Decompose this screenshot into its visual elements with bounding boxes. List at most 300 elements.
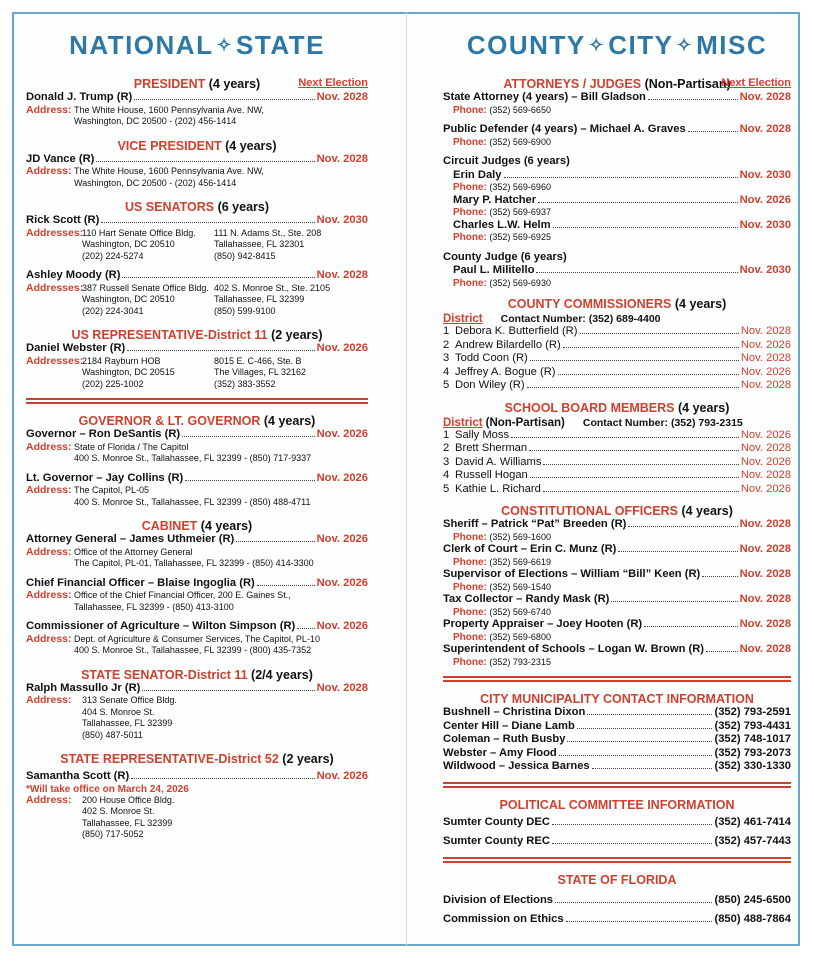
contact-name: Center Hill – Diane Lamb xyxy=(443,719,575,732)
address-label: Address: xyxy=(26,440,72,453)
officer-date: Nov. 2028 xyxy=(739,618,791,630)
phone-value: (352) 569-6650 xyxy=(489,104,551,115)
county-judge-title xyxy=(443,251,791,265)
attorney-general-name: Attorney General – James Uthmeier (R) xyxy=(26,533,235,545)
public-defender-row xyxy=(443,123,791,137)
us-rep-header xyxy=(26,326,368,342)
officer-date: Nov. 2028 xyxy=(739,543,791,555)
officer-row xyxy=(443,543,791,557)
phone-label: Phone: xyxy=(453,136,487,148)
contact-value: (352) 793-2073 xyxy=(714,746,791,759)
address-label: Address: xyxy=(26,103,72,116)
president-header xyxy=(26,75,368,91)
agriculture-name: Commissioner of Agriculture – Wilton Simpson (R) xyxy=(26,620,296,632)
address-line: (202) 224-3041 xyxy=(82,305,144,316)
address-line: (352) 383-3552 xyxy=(214,378,276,389)
address-line: 313 Senate Office Bldg. xyxy=(82,695,177,705)
us-rep-date: Nov. 2026 xyxy=(316,342,368,354)
officer-row xyxy=(443,643,791,657)
us-rep-term: (2 years) xyxy=(271,328,323,342)
attorney-general-address xyxy=(26,547,368,570)
item-number: 3 xyxy=(443,455,450,468)
contact-name: Division of Elections xyxy=(443,893,554,906)
city-title: CITY MUNICIPALITY CONTACT INFORMATION xyxy=(480,692,754,706)
address-line: Tallahassee, FL 32399 - (850) 413-3100 xyxy=(74,601,234,612)
state-attorney-phone xyxy=(443,105,791,117)
cfo-address xyxy=(26,590,368,613)
judge-name: Mary P. Hatcher xyxy=(453,193,537,206)
phone-value: (352) 569-1540 xyxy=(489,581,551,592)
judge-date: Nov. 2030 xyxy=(739,264,791,276)
contact-value: (352) 793-4431 xyxy=(714,719,791,732)
us-rep-row xyxy=(26,342,368,356)
leader-dots xyxy=(543,491,739,492)
state-attorney-name: State Attorney (4 years) – Bill Gladson xyxy=(443,91,646,103)
state-senator-date: Nov. 2028 xyxy=(316,681,368,694)
leader-dots xyxy=(592,768,713,769)
phone-value: (352) 569-6930 xyxy=(489,277,551,288)
address-line: The Villages, FL 32162 xyxy=(214,367,307,377)
judge-row xyxy=(443,194,791,208)
constitutional-title: CONSTITUTIONAL OFFICERS xyxy=(501,504,678,518)
political-header xyxy=(443,796,791,812)
officer-date: Nov. 2028 xyxy=(739,643,791,655)
address-line: The White House, 1600 Pennsylvania Ave. NW, xyxy=(74,166,264,176)
item-number: 1 xyxy=(443,428,450,441)
county-city-misc-column xyxy=(443,22,791,933)
phone-label: Phone: xyxy=(453,631,487,643)
judge-phone xyxy=(443,207,791,219)
list-item xyxy=(443,339,791,353)
state-rep-term: (2 years) xyxy=(282,752,334,766)
state-rep-date: Nov. 2026 xyxy=(316,770,368,782)
cabinet-title: CABINET xyxy=(141,519,198,533)
phone-label: Phone: xyxy=(453,182,487,193)
leader-dots xyxy=(552,843,713,844)
contact-name: Bushnell – Christina Dixon xyxy=(443,706,586,718)
list-item xyxy=(443,352,791,366)
section-divider xyxy=(443,782,791,788)
judge-phone xyxy=(443,182,791,194)
commissioners-subheader xyxy=(443,313,791,325)
phone-value: (352) 569-6740 xyxy=(489,606,551,617)
phone-label: Phone: xyxy=(453,581,487,593)
contact-name: Webster – Amy Flood xyxy=(443,746,557,759)
governor-term: (4 years) xyxy=(263,414,316,428)
address-line: (202) 225-1002 xyxy=(82,378,144,389)
agriculture-address xyxy=(26,634,368,657)
florida-title: STATE OF FLORIDA xyxy=(557,872,677,887)
address-line: Tallahassee, FL 32301 xyxy=(214,239,305,249)
us-rep-title: US REPRESENTATIVE-District 11 xyxy=(71,328,268,342)
item-number: 1 xyxy=(443,325,450,337)
phone-value: (352) 569-6960 xyxy=(489,182,551,192)
cfo-name: Chief Financial Officer – Blaise Ingoglia (R) xyxy=(26,576,255,589)
contact-row xyxy=(443,913,791,927)
school-board-header xyxy=(443,399,791,415)
list-item xyxy=(443,456,791,470)
agriculture-date: Nov. 2026 xyxy=(316,620,368,632)
item-name: Andrew Bilardello (R) xyxy=(455,338,561,351)
address-label: Address: xyxy=(26,632,72,645)
officer-row xyxy=(443,593,791,607)
address-line: The Capitol, PL-05 xyxy=(74,485,150,495)
state-rep-note: *Will take office on March 24, 2026 xyxy=(26,783,189,795)
officer-phone xyxy=(443,532,791,544)
contact-value: (352) 461-7414 xyxy=(714,815,791,828)
address-line: Tallahassee, FL 32399 xyxy=(214,294,305,304)
judge-date: Nov. 2030 xyxy=(739,218,791,231)
item-date: Nov. 2026 xyxy=(740,365,791,378)
address-label: Address: xyxy=(26,545,72,558)
circuit-judges-title xyxy=(443,155,791,169)
leader-dots xyxy=(577,728,713,729)
state-rep-address xyxy=(26,795,368,841)
leader-dots xyxy=(628,526,737,527)
section-divider xyxy=(26,398,368,404)
governor-title: GOVERNOR & LT. GOVERNOR xyxy=(78,414,261,428)
officer-date: Nov. 2028 xyxy=(739,568,791,580)
address-line: The Capitol, PL-01, Tallahassee, FL 32399 - (850) 414-3300 xyxy=(74,558,314,568)
commissioners-title: COUNTY COMMISSIONERS xyxy=(507,297,672,311)
address-line: 387 Russell Senate Office Bldg. xyxy=(82,282,209,293)
senators-title: US SENATORS xyxy=(124,200,215,214)
address-line: 110 Hart Senate Office Bldg. xyxy=(82,227,196,238)
senator2-address xyxy=(26,283,368,318)
contact-name: Sumter County DEC xyxy=(443,815,550,828)
president-term: (4 years) xyxy=(208,77,261,91)
column-divider xyxy=(406,12,407,946)
item-name: Sally Moss xyxy=(455,428,510,441)
item-name: Todd Coon (R) xyxy=(455,352,528,364)
vp-name: JD Vance (R) xyxy=(26,152,95,165)
address-label: Addresses: xyxy=(26,281,84,294)
leader-dots xyxy=(567,741,712,742)
governor-name: Governor – Ron DeSantis (R) xyxy=(26,428,181,440)
section-divider xyxy=(443,857,791,863)
item-name: Don Wiley (R) xyxy=(455,379,525,391)
officer-name: Property Appraiser – Joey Hooten (R) xyxy=(443,618,643,630)
cfo-date: Nov. 2026 xyxy=(316,576,368,589)
state-senator-title: STATE SENATOR-District 11 xyxy=(81,667,248,682)
star-icon: ✧ xyxy=(588,35,606,55)
state-rep-name: Samantha Scott (R) xyxy=(26,770,130,782)
item-number: 2 xyxy=(443,442,450,454)
city-list xyxy=(443,706,791,774)
leader-dots xyxy=(527,387,739,388)
item-date: Nov. 2026 xyxy=(740,338,791,351)
phone-value: (352) 569-1600 xyxy=(489,531,551,542)
list-item xyxy=(443,429,791,443)
judge-name: Paul L. Militello xyxy=(453,264,535,276)
cfo-row xyxy=(26,577,368,591)
address-label: Address: xyxy=(26,165,72,177)
address-label: Addresses: xyxy=(26,354,84,367)
senators-header xyxy=(26,198,368,214)
leader-dots xyxy=(555,902,712,903)
list-item xyxy=(443,442,791,456)
political-title: POLITICAL COMMITTEE INFORMATION xyxy=(499,797,735,812)
address-line: State of Florida / The Capitol xyxy=(74,441,189,452)
senator2-row xyxy=(26,269,368,283)
leader-dots xyxy=(566,921,713,922)
school-board-title: SCHOOL BOARD MEMBERS xyxy=(504,400,675,415)
item-name: David A. Williams xyxy=(455,455,542,468)
banner-county: COUNTY xyxy=(466,30,586,60)
contact-row xyxy=(443,720,791,734)
address-line: 200 House Office Bldg. xyxy=(82,794,175,805)
state-rep-header xyxy=(26,750,368,766)
judge-phone xyxy=(443,232,791,244)
banner-national: NATIONAL xyxy=(69,30,214,60)
leader-dots xyxy=(558,374,739,375)
district-label: District xyxy=(443,313,483,325)
item-name: Debora K. Butterfield (R) xyxy=(455,325,578,337)
phone-value: (352) 569-6800 xyxy=(489,631,551,642)
contact-value: (850) 245-6500 xyxy=(714,893,791,906)
address-line: Tallahassee, FL 32399 xyxy=(82,718,173,728)
governor-date: Nov. 2026 xyxy=(316,428,368,440)
banner-misc: MISC xyxy=(696,30,768,60)
item-number: 5 xyxy=(443,482,450,495)
vp-header xyxy=(26,137,368,153)
address-line: Office of the Chief Financial Officer, 200 E. Gaines St., xyxy=(74,590,291,600)
senator2-date: Nov. 2028 xyxy=(316,269,368,281)
address-line: 2184 Rayburn HOB xyxy=(82,355,161,366)
leader-dots xyxy=(530,477,739,478)
lt-governor-date: Nov. 2026 xyxy=(316,471,368,484)
leader-dots xyxy=(706,651,738,652)
state-senator-address xyxy=(26,695,368,741)
item-number: 3 xyxy=(443,352,450,364)
lt-governor-address xyxy=(26,485,368,508)
contact-value: (352) 793-2591 xyxy=(714,706,791,718)
vp-date: Nov. 2028 xyxy=(316,152,368,165)
item-date: Nov. 2028 xyxy=(740,352,791,364)
address-line: (850) 487-5011 xyxy=(82,729,143,740)
leader-dots xyxy=(511,437,739,438)
phone-label: Phone: xyxy=(453,232,487,243)
item-date: Nov. 2026 xyxy=(740,428,791,441)
address-line: 400 S. Monroe St., Tallahassee, FL 32399 - (850) 488-4711 xyxy=(74,496,311,507)
officer-phone xyxy=(443,657,791,669)
leader-dots xyxy=(702,576,737,577)
item-name: Brett Sherman xyxy=(455,442,528,454)
us-rep-address xyxy=(26,356,368,391)
leader-dots xyxy=(587,714,712,715)
senator1-name: Rick Scott (R) xyxy=(26,214,100,226)
contact-number: Contact Number: (352) 689-4400 xyxy=(500,313,661,325)
phone-label: Phone: xyxy=(453,606,487,618)
officer-name: Sheriff – Patrick “Pat” Breeden (R) xyxy=(443,518,627,530)
vp-row xyxy=(26,153,368,167)
judge-row xyxy=(443,264,791,278)
address-line: 8015 E. C-466, Ste. B xyxy=(214,355,302,366)
officer-phone xyxy=(443,607,791,619)
item-number: 4 xyxy=(443,469,450,481)
officer-name: Clerk of Court – Erin C. Munz (R) xyxy=(443,543,617,555)
phone-value: (352) 569-6925 xyxy=(489,232,551,242)
commissioners-header xyxy=(443,295,791,311)
contact-value: (352) 330-1330 xyxy=(714,760,791,772)
lt-governor-name: Lt. Governor – Jay Collins (R) xyxy=(26,471,184,484)
state-senator-name: Ralph Massullo Jr (R) xyxy=(26,681,141,694)
address-label: Address: xyxy=(26,484,72,496)
national-state-banner xyxy=(26,30,368,61)
section-divider xyxy=(443,676,791,682)
list-item xyxy=(443,469,791,483)
star-icon: ✧ xyxy=(676,35,694,55)
state-rep-title: STATE REPRESENTATIVE-District 52 xyxy=(60,752,279,766)
governor-row xyxy=(26,428,368,442)
address-line: 400 S. Monroe St., Tallahassee, FL 32399 - (850) 717-9337 xyxy=(74,453,312,463)
phone-label: Phone: xyxy=(453,104,487,116)
officer-row xyxy=(443,618,791,632)
list-item xyxy=(443,325,791,339)
state-rep-row xyxy=(26,770,368,784)
item-date: Nov. 2028 xyxy=(740,379,791,391)
florida-header xyxy=(443,871,791,887)
address-line: (202) 224-5274 xyxy=(82,250,144,261)
contact-value: (352) 748-1017 xyxy=(714,733,791,745)
phone-label: Phone: xyxy=(453,277,487,289)
national-state-column xyxy=(26,22,368,841)
leader-dots xyxy=(552,824,713,825)
state-attorney-row xyxy=(443,91,791,105)
address-label: Addresses: xyxy=(26,226,84,239)
item-date: Nov. 2026 xyxy=(740,482,791,495)
item-name: Jeffrey A. Bogue (R) xyxy=(455,365,556,378)
leader-dots xyxy=(644,626,737,627)
contact-row xyxy=(443,816,791,830)
officer-phone xyxy=(443,557,791,569)
vp-address xyxy=(26,166,368,189)
school-board-list xyxy=(443,429,791,497)
address-line: Office of the Attorney General xyxy=(74,546,193,557)
agriculture-row xyxy=(26,620,368,634)
president-date: Nov. 2028 xyxy=(316,91,368,103)
contact-name: Commission on Ethics xyxy=(443,913,564,925)
judge-date: Nov. 2030 xyxy=(739,168,791,181)
non-partisan-label: (Non-Partisan) xyxy=(485,416,565,429)
city-header xyxy=(443,690,791,706)
judge-phone xyxy=(443,278,791,290)
address-line: Dept. of Agriculture & Consumer Services, The Capitol, PL-10 xyxy=(74,633,320,644)
contact-name: Coleman – Ruth Busby xyxy=(443,733,566,745)
leader-dots xyxy=(563,347,739,348)
item-date: Nov. 2026 xyxy=(740,455,791,468)
item-date: Nov. 2028 xyxy=(740,325,791,337)
address-line: 404 S. Monroe St. xyxy=(82,706,155,717)
lt-governor-row xyxy=(26,472,368,486)
address-line: Washington, DC 20500 - (202) 456-1414 xyxy=(74,177,237,188)
senator2-name: Ashley Moody (R) xyxy=(26,269,121,281)
president-row xyxy=(26,91,368,105)
judge-name: Erin Daly xyxy=(453,168,502,181)
contact-value: (850) 488-7864 xyxy=(714,913,791,925)
address-line: Washington, DC 20510 xyxy=(82,294,175,304)
senator1-address xyxy=(26,228,368,263)
address-line: The White House, 1600 Pennsylvania Ave. NW, xyxy=(74,104,264,115)
county-judge-label: County Judge (6 years) xyxy=(443,250,567,263)
address-line: Tallahassee, FL 32399 xyxy=(82,817,173,828)
contact-row xyxy=(443,733,791,747)
president-address xyxy=(26,105,368,128)
constitutional-term: (4 years) xyxy=(681,504,733,518)
leader-dots xyxy=(530,360,739,361)
county-city-misc-banner xyxy=(443,30,791,61)
attorney-general-date: Nov. 2026 xyxy=(316,533,368,545)
officer-date: Nov. 2028 xyxy=(739,518,791,530)
judge-row xyxy=(443,169,791,183)
judges-term: (Non-Partisan) xyxy=(644,77,731,91)
officer-name: Tax Collector – Randy Mask (R) xyxy=(443,593,610,605)
judge-date: Nov. 2026 xyxy=(739,193,791,206)
contact-number: Contact Number: (352) 793-2315 xyxy=(582,416,743,429)
address-line: (850) 599-9100 xyxy=(214,305,276,316)
banner-state: STATE xyxy=(236,30,325,60)
leader-dots xyxy=(611,601,737,602)
attorney-general-row xyxy=(26,533,368,547)
contact-row xyxy=(443,706,791,720)
next-election-label: Next Election xyxy=(721,77,791,89)
leader-dots xyxy=(580,333,739,334)
constitutional-header xyxy=(443,502,791,518)
banner-city: CITY xyxy=(608,30,674,60)
phone-value: (352) 569-6937 xyxy=(489,207,551,217)
president-name: Donald J. Trump (R) xyxy=(26,91,133,103)
phone-value: (352) 793-2315 xyxy=(489,656,551,667)
address-label: Address: xyxy=(26,793,72,806)
contact-name: Wildwood – Jessica Barnes xyxy=(443,760,590,772)
item-name: Russell Hogan xyxy=(455,469,528,481)
item-number: 4 xyxy=(443,365,450,378)
star-icon: ✧ xyxy=(216,35,234,55)
governor-address xyxy=(26,442,368,465)
list-item xyxy=(443,366,791,380)
judge-name: Charles L.W. Helm xyxy=(453,218,551,231)
leader-dots xyxy=(559,755,713,756)
us-rep-name: Daniel Webster (R) xyxy=(26,342,126,354)
phone-value: (352) 569-6900 xyxy=(489,136,551,147)
officers-list xyxy=(443,518,791,668)
leader-dots xyxy=(543,464,738,465)
address-label: Address: xyxy=(26,694,72,706)
contact-row xyxy=(443,747,791,761)
senator1-date: Nov. 2030 xyxy=(316,214,368,226)
commissioners-list xyxy=(443,325,791,393)
address-line: Washington, DC 20500 - (202) 456-1414 xyxy=(74,116,237,126)
officer-name: Supervisor of Elections – William “Bill” Keen (R) xyxy=(443,568,701,580)
address-line: 111 N. Adams St., Ste. 208 xyxy=(214,227,322,238)
address-line: (850) 717-5052 xyxy=(82,829,144,839)
address-label: Address: xyxy=(26,589,72,601)
phone-value: (352) 569-6619 xyxy=(489,556,551,567)
phone-label: Phone: xyxy=(453,531,487,543)
public-defender-date: Nov. 2028 xyxy=(739,123,791,135)
address-line: (850) 942-8415 xyxy=(214,250,276,261)
cabinet-term: (4 years) xyxy=(200,519,253,533)
address-line: 402 S. Monroe St. xyxy=(82,806,155,816)
officer-date: Nov. 2028 xyxy=(739,593,791,605)
state-senator-row xyxy=(26,682,368,696)
cabinet-header xyxy=(26,517,368,533)
item-number: 2 xyxy=(443,338,450,351)
phone-label: Phone: xyxy=(453,656,487,668)
contact-row xyxy=(443,835,791,849)
address-line: 400 S. Monroe St., Tallahassee, FL 32399 - (800) 435-7352 xyxy=(74,645,312,655)
school-board-term: (4 years) xyxy=(677,400,730,415)
